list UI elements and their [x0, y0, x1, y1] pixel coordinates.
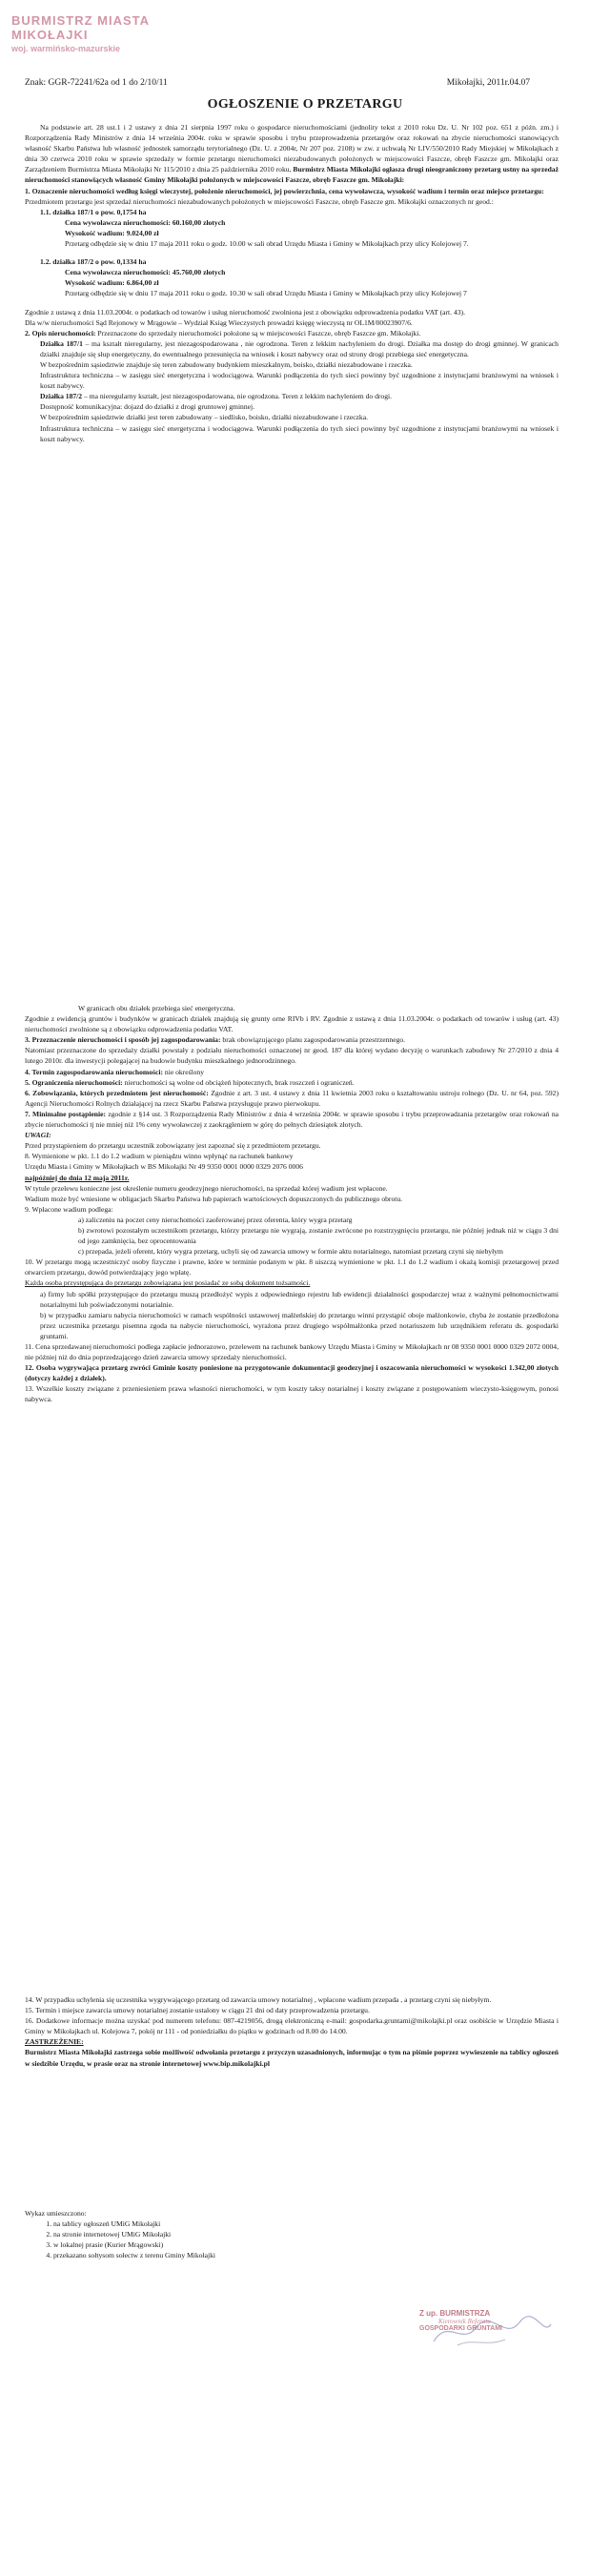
posting-list-title: Wykaz umieszczono:	[25, 2209, 87, 2218]
notice-body-part3	[25, 1994, 559, 2069]
plot-187-1-desc	[25, 338, 559, 359]
signature-stamp	[419, 2309, 581, 2376]
section-6-text: Zgodnie z art. 3 ust. 4 ustawy z dnia 11 kwietnia 2003 roku o kształtowaniu ustroju rolnego (Dz. U. nr 64, poz. 592) Agencji Nieruchomości Rolnych działającej na rzecz Skarbu Państwa przysługuje prawo pierwokupu.	[25, 1088, 559, 1108]
reservation-heading: ZASTRZEŻENIE:	[25, 2037, 84, 2047]
plot-187-2-neighbourhood: W bezpośrednim sąsiedztwie działki jest teren zabudowany – siedlisko, boisko, działki niezabudowane i rzeczka.	[40, 413, 368, 422]
plot-187-1-neighbourhood: W bezpośrednim sąsiedztwie znajduje się teren zabudowany budynkiem mieszkalnym, boisko, działki niezabudowane i rzeczka.	[40, 359, 413, 369]
signature-line: Z up. BURMISTRZA	[419, 2309, 491, 2318]
section-12: 12. Osoba wygrywająca przetarg zwróci Gminie koszty poniesione na przygotowanie dokumentacji geodezyjnej i oszacowania nieruchomości w wysokości 1.342,00 złotych (dotyczy każdej z działek).	[25, 1363, 559, 1383]
posting-list	[25, 2208, 368, 2260]
section-4-title: 4. Termin zagospodarowania nieruchomości:	[25, 1067, 163, 1076]
section-2-title: 2. Opis nieruchomości:	[25, 328, 96, 337]
vat-note: Zgodnie z ustawą z dnia 11.03.2004r. o podatkach od towarów i usług nieruchomość zwolniona jest z obowiązku odprowadzenia podatku VAT (art. 43).	[25, 307, 465, 317]
section-8-title: 8. Wymienione w pkt. 1.1 do 1.2 wadium w pieniądzu winno wpłynąć na rachunek bankowy	[25, 1152, 294, 1161]
plot-187-2-desc	[25, 391, 559, 401]
posting-item: 2. na stronie internetowej UMiG Mikołajki	[53, 2229, 368, 2239]
section-16: 16. Dodatkowe informacje można uzyskać pod numerem telefonu: 087-4219056, drogą elektroniczną e-mail: gospodarka.gruntami@mikolajki.pl oraz osobiście w Urzędzie Miasta i Gminy w Mikołajkach ul. Kolejowa 7, pokój nr 111 - od poniedziałku do piątku w godzinach od 8.00 do 14.00.	[25, 2016, 559, 2036]
section-6-title: 6. Zobowiązania, których przedmiotem jest nieruchomość:	[25, 1088, 209, 1097]
section-15: 15. Termin i miejsce zawarcia umowy notarialnej zostanie ustalony w ciągu 21 dni od daty przeprowadzenia przetargu.	[25, 2006, 370, 2015]
land-register-note: Dla w/w nieruchomości Sąd Rejonowy w Mrągowie – Wydział Ksiąg Wieczystych prowadzi księgę wieczystą nr OL1M/00023907/6.	[25, 317, 413, 327]
plot-187-2-infrastructure: Infrastruktura techniczna – w zasięgu sieć energetyczna i wodociągowa. Warunki podłączenia do tych sieci powinny być uzgodnione z instytucjami branżowymi na wniosek i koszt nabywcy.	[40, 423, 559, 443]
intro-paragraph	[25, 122, 559, 186]
grounds-note: Zgodnie z ewidencją gruntów i budynków w granicach działek znajdują się grunty orne RIVb i RV. Zgodnie z ustawą z dnia 11.03.2004r. o podatkach od towarów i usług (art. 43) nieruchomości zwolnione są z obowiązku odprowadzenia podatku VAT.	[25, 1014, 559, 1034]
section-1-title: 1. Oznaczenie nieruchomości według księgi wieczystej, położenie nieruchomości, jej powierzchnia, cena wywoławcza, wysokość wadium i termin oraz miejsce przetargu:	[25, 186, 544, 195]
section-11: 11. Cena sprzedawanej nieruchomości podlega zapłacie jednorazowo, przelewem na rachunek bankowy Urzędu Miasta i Gminy w Mikołajkach nr 08 9350 0001 0000 0329 2072 0004, nie później niż do dnia poprzedzającego dzień zawarcia umowy sprzedaży nieruchomości.	[25, 1342, 559, 1362]
document-date: Mikołajki, 2011r.04.07	[446, 78, 530, 88]
plot-2-auction: Przetarg odbędzie się w dniu 17 maja 2011 roku o godz. 10.30 w sali obrad Urzędu Miasta i Gminy w Mikołajkach przy ulicy Kolejowej 7	[65, 289, 467, 298]
notice-body-part1	[25, 122, 559, 444]
plot-1-auction: Przetarg odbędzie się w dniu 17 maja 2011 roku o godz. 10.00 w sali obrad Urzędu Miasta i Gminy w Mikołajkach przy ulicy Kolejowej 7.	[65, 239, 469, 249]
section-4	[25, 1067, 559, 1077]
plot-1-deposit: Wysokość wadium: 9.024,00 zł	[65, 228, 159, 237]
drainage-note: W granicach obu działek przebiega sieć energetyczna.	[78, 1004, 235, 1012]
section-5-title: 5. Ograniczenia nieruchomości:	[25, 1077, 123, 1087]
remarks-text: Przed przystąpieniem do przetargu uczestnik zobowiązany jest zapoznać się z przedmiotem przetargu.	[25, 1141, 321, 1151]
section-2	[25, 328, 559, 338]
plot-187-1-text: – ma kształt nieregularny, jest niezagospodarowana , nie ogrodzona. Teren z lekkim nachyleniem do drogi. Działka ma dostęp do drogi gminnej. W granicach działki znajduje się słup energetyczny, do ewentualnego przesunięcia na wniosek i koszt nabywcy oraz od strony drogi przebiega sieć energetyczna.	[40, 338, 559, 358]
notice-body-part2	[25, 1003, 559, 1405]
plot-187-1-infrastructure: Infrastruktura techniczna – w zasięgu sieć energetyczna i wodociągowa. Warunki podłączenia do tych sieci powinny być uzgodnione z instytucjami branżowymi na wniosek i koszt nabywcy.	[40, 371, 559, 391]
plot-187-2-access: Dostępność komunikacyjna: dojazd do działki z drogi gruntowej gminnej.	[40, 402, 255, 412]
section-14: 14. W przypadku uchylenia się uczestnika wygrywającego przetarg od zawarcia umowy notarialnej , wpłacone wadium przepada , a przetarg czyni się niebyłym.	[25, 1995, 492, 2004]
plot-2-title: 1.2. działka 187/2 o pow. 0,1334 ha	[40, 257, 147, 267]
plot-187-2-text: – ma nieregularny kształt, jest niezagospodarowana, nie ogrodzona. Teren z lekkim nachyleniem do drogi.	[84, 392, 393, 401]
section-5	[25, 1077, 559, 1088]
posting-item: 4. przekazano sołtysom sołectw z terenu Gminy Mikołajki	[53, 2250, 368, 2260]
posting-item: 1. na tablicy ogłoszeń UMiG Mikołajki	[53, 2218, 368, 2229]
stamp-line: woj. warmińsko-mazurskie	[11, 44, 121, 53]
section-3-title: 3. Przeznaczenie nieruchomości i sposób jej zagospodarowania:	[25, 1035, 221, 1045]
plot-187-1-label: Działka 187/1	[40, 338, 83, 348]
intro-bold-text: Burmistrz Miasta Mikołajki ogłasza drugi nieograniczony przetarg ustny na sprzedaż nieruchomości stanowiących własność Gminy Mikołajki położonych w miejscowości Faszcze, obręb Faszcze gm. Mikołajki:	[25, 165, 559, 185]
issuer-stamp	[11, 13, 183, 53]
section-3-detail: Natomiast przeznaczone do sprzedaży działki powstały z podziału nieruchomości oznaczonej nr geod. 187 dla której wydano decyzję o warunkach zabudowy Nr 27/2010 z dnia 4 lutego 2010r. dla inwestycji polegającej na budowie budynku mieszkalnego jednorodzinnego.	[25, 1046, 559, 1066]
section-7	[25, 1109, 559, 1130]
section-9-item-a: a) zaliczeniu na poczet ceny nieruchomości zaoferowanej przez oferenta, który wygra przetarg	[78, 1215, 353, 1224]
plot-1-price: Cena wywoławcza nieruchomości: 60.160,00 złotych	[65, 217, 226, 227]
plot-187-2-label: Działka 187/2	[40, 392, 83, 401]
stamp-line: BURMISTRZ MIASTA MIKOŁAJKI	[11, 13, 150, 42]
section-5-text: nieruchomości są wolne od obciążeń hipotecznych, brak roszczeń i ograniczeń.	[124, 1077, 355, 1087]
section-8-transfer-title: W tytule przelewu konieczne jest określenie numeru geodezyjnego nieruchomości, na sprzedaż której wadium jest wpłacone.	[25, 1183, 388, 1193]
section-8-account: Urzędu Miasta i Gminy w Mikołajkach w BS Mikołajki Nr 49 9350 0001 0000 0329 2076 0006	[25, 1162, 303, 1172]
section-3	[25, 1034, 559, 1045]
section-2-text: Przeznaczone do sprzedaży nieruchomości położone są w miejscowości Faszcze, obręb Faszcze gm. Mikołajki.	[97, 328, 421, 337]
section-6	[25, 1088, 559, 1109]
section-10-item-a: a) firmy lub spółki przystępujące do przetargu muszą przedłożyć wypis z odpowiedniego rejestru lub ewidencji działalności gospodarczej wraz z ważnymi pełnomocnictwami notarialnymi lub poświadczonymi notarialnie.	[40, 1289, 559, 1309]
section-3-text: brak obowiązującego planu zagospodarowania przestrzennego.	[222, 1035, 406, 1045]
section-9-item-b: b) zwrotowi pozostałym uczestnikom przetargu, którzy przetargu nie wygrają, zostanie zwrócone po rozstrzygnięciu przetargu, nie później jednak niż w ciągu 3 dni od jego zamknięcia, bez oprocentowania	[78, 1225, 559, 1246]
section-8-bonds: Wadium może być wniesione w obligacjach Skarbu Państwa lub papierach wartościowych dopuszczonych do publicznego obrotu.	[25, 1194, 403, 1203]
section-9-title: 9. Wpłacone wadium podlega:	[25, 1204, 113, 1214]
intro-text: Na podstawie art. 28 ust.1 i 2 ustawy z dnia 21 sierpnia 1997 roku o gospodarce nieruchomościami (jednolity tekst z 2010 roku Dz. U. Nr 102 poz. 651 z późn. zm.) i Rozporządzenia Rady Ministrów z dnia 14 września 2004r. roku w sprawie sposobu i trybu przeprowadzenia przetargów oraz rokowań na zbycie nieruchomości stanowiących własność Skarbu Państwa lub własność jednostek samorządu terytorialnego (Dz. U. z 2004r, Nr 207 poz. 2108) w zw. z uchwałą Nr LIV/550/2010 Rady Miejskiej w Mikołajkach z dnia 30 czerwca 2010 roku w sprawie sprzedaży w formie przetargu nieruchomości niezabudowanych położonych w miejscowości Faszcze, obręb Faszcze gm. Mikołajki oraz Zarządzeniem Burmistrza Miasta Mikołajki Nr 115/2010 z dnia 25 października 2010 roku,	[25, 123, 559, 174]
posting-item: 3. w lokalnej prasie (Kurier Mrągowski)	[53, 2239, 368, 2250]
remarks-heading: UWAGI:	[25, 1131, 51, 1140]
section-7-text: zgodnie z §14 ust. 3 Rozporządzenia Rady Ministrów z dnia 4 września 2004r. w sprawie sposobu i trybu przeprowadzania przetargów oraz rokowań na zbycie nieruchomości tj nie mniej niż 1% ceny wywoławczej z zaokrągleniem w górę do pełnych dziesiątek złotych.	[25, 1109, 559, 1130]
section-10: 10. W przetargu mogą uczestniczyć osoby fizyczne i prawne, które w terminie podanym w pkt. 8 uiszczą wymienione w pkt. 1.1 do 1.2 wadium i okażą komisji przetargowej przed otwarciem przetargu, dowód potwierdzający jego wpłatę.	[25, 1257, 559, 1278]
section-1-text: Przedmiotem przetargu jest sprzedaż nieruchomości niezabudowanych położonych w miejscowości Faszcze, obręb Faszcze gm. Mikołajki oznaczonych nr geod.:	[25, 196, 494, 206]
section-10-id-note: Każda osoba przystępująca do przetargu zobowiązana jest posiadać ze sobą dokument tożsamości.	[25, 1278, 311, 1288]
reference-number: Znak: GGR-72241/62a od 1 do 2/10/11	[25, 78, 168, 88]
signature-line: GOSPODARKI GRUNTAMI	[419, 2325, 502, 2332]
reservation-text: Burmistrz Miasta Mikołajki zastrzega sobie możliwość odwołania przetargu z przyczyn uzasadnionych, informując o tym na piśmie poprzez wywieszenie na tablicy ogłoszeń w siedzibie Urzędu, w prasie oraz na stronie internetowej www.bip.mikolajki.pl	[25, 2048, 559, 2068]
plot-2-deposit: Wysokość wadium: 6.864,00 zł	[65, 278, 159, 288]
plot-2-price: Cena wywoławcza nieruchomości: 45.760,00 złotych	[65, 268, 226, 277]
section-8-deadline: najpóźniej do dnia 12 maja 2011r.	[25, 1173, 130, 1182]
section-7-title: 7. Minimalne postąpienie:	[25, 1109, 107, 1118]
section-10-item-b: b) w przypadku zamiaru nabycia nieruchomości w ramach wspólności ustawowej małżeńskiej do przetargu winni przystąpić oboje małżonkowie, chyba że zostanie przedłożona przez uczestnika przetargu pisemna zgoda na nabycie nieruchomości, wyrażona przez drugiego współmałżonka przed notariuszem lub urzędnikiem referatu ds. gospodarki gruntami.	[40, 1310, 559, 1340]
posting-list-items	[25, 2218, 368, 2260]
signature-line: Kierownik Referatu	[438, 2318, 491, 2325]
section-4-text: nie określony	[164, 1067, 205, 1076]
plot-1-title: 1.1. działka 187/1 o pow. 0,1754 ha	[40, 207, 147, 216]
document-title: OGŁOSZENIE O PRZETARGU	[207, 97, 403, 112]
section-13: 13. Wszelkie koszty związane z przeniesieniem prawa własności nieruchomości, w tym koszty taksy notarialnej i koszty związane z postępowaniem wieczysto-księgowym, ponosi nabywca.	[25, 1384, 559, 1404]
section-9-item-c: c) przepada, jeżeli oferent, który wygra przetarg, uchyli się od zawarcia umowy w formie aktu notarialnego, natomiast przetarg czyni się niebyłym	[78, 1247, 503, 1257]
